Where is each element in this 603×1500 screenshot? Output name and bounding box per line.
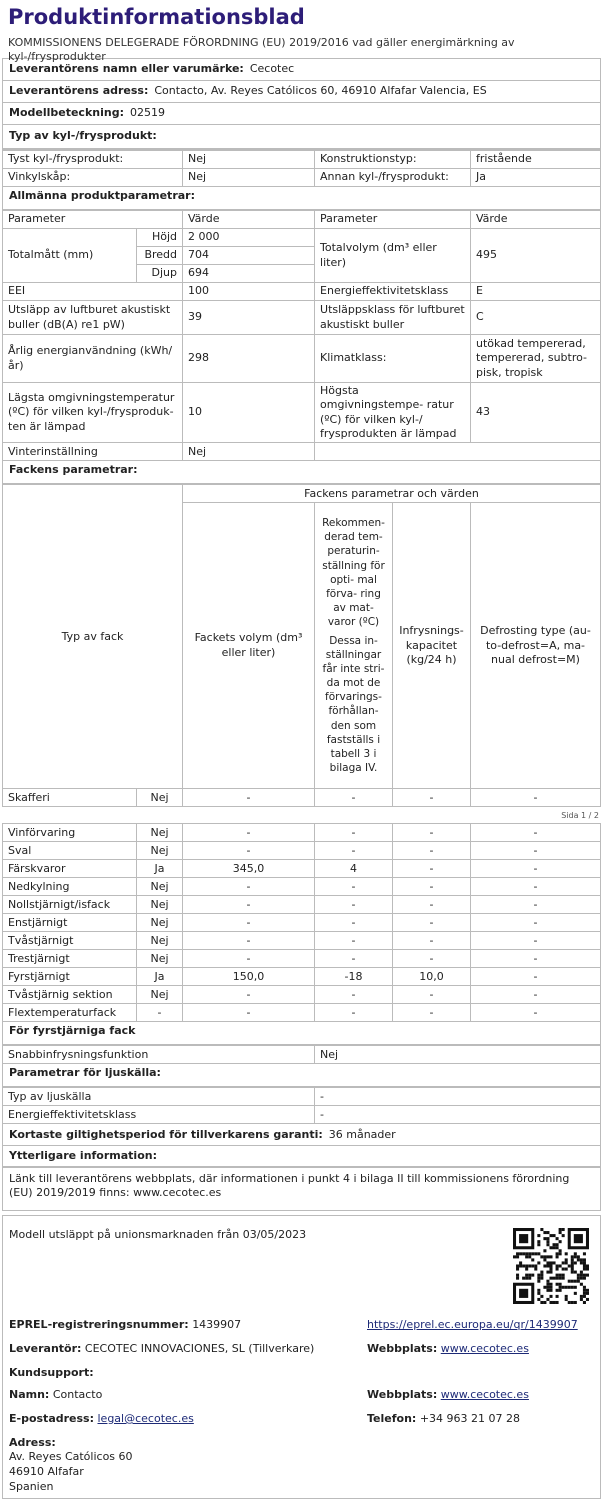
compartment-freeze: 10,0 (393, 968, 471, 986)
wine-value: Nej (183, 169, 315, 187)
dims-label: Totalmått (mm) (3, 229, 137, 283)
type-table (2, 150, 601, 187)
compartment-volume: - (183, 1004, 315, 1022)
volume-label: Totalvolym (dm³ eller liter) (315, 229, 471, 283)
compartment-freeze: - (393, 896, 471, 914)
width-label: Bredd (137, 247, 183, 265)
temp-header (315, 503, 393, 789)
compartment-present: Nej (137, 842, 183, 860)
compartment-defrost: - (471, 932, 601, 950)
compartment-defrost: - (471, 1004, 601, 1022)
compartment-present: Nej (137, 914, 183, 932)
compartment-defrost: - (471, 914, 601, 932)
noise-class-label: Utsläppsklass för luftburet akustiskt buller (315, 301, 471, 335)
volume-value: 495 (471, 229, 601, 283)
eprel-link[interactable]: https://eprel.ec.europa.eu/qr/1439907 (367, 1318, 578, 1331)
energy-label: Årlig energianvändning (kWh/ år) (3, 335, 183, 383)
compartment-temp: - (315, 932, 393, 950)
address-row (3, 81, 600, 103)
climate-value: utökad tempererad, tempererad, subtro- pisk, tropisk (471, 335, 601, 383)
min-temp-value: 10 (183, 383, 315, 443)
table-row (3, 824, 601, 842)
compartment-temp: - (315, 824, 393, 842)
general-heading (2, 187, 601, 210)
table-row (3, 950, 601, 968)
website-link[interactable]: www.cecotec.es (440, 1342, 529, 1355)
four-star-heading-text: För fyrstjärniga fack (9, 1024, 136, 1038)
table-row (3, 968, 601, 986)
compartment-present: - (137, 1004, 183, 1022)
light-table (2, 1087, 601, 1124)
compartment-name: Skafferi (3, 789, 137, 807)
compartment-temp: - (315, 896, 393, 914)
winter-label: Vinterinställning (3, 443, 183, 461)
light-type-label: Typ av ljuskälla (3, 1088, 315, 1106)
compartment-freeze: - (393, 842, 471, 860)
model-value: 02519 (129, 106, 165, 120)
footer-supplier-value: CECOTEC INNOVACIONES, SL (Tillverkare) (84, 1342, 315, 1355)
value-header-2: Värde (471, 211, 601, 229)
regulation-subtitle: KOMMISSIONENS DELEGERADE FÖRORDNING (EU) 2019/2016 vad gäller energimärkning av kyl-/frysprodukter (8, 36, 515, 64)
compartment-volume: - (183, 842, 315, 860)
noise-value: 39 (183, 301, 315, 335)
supplier-label: Leverantörens namn eller varumärke: (9, 62, 244, 76)
compartment-name: Sval (3, 842, 137, 860)
compartment-temp: - (315, 950, 393, 968)
compartment-volume: - (183, 932, 315, 950)
supplier-row (3, 59, 600, 81)
compartment-volume: - (183, 878, 315, 896)
compartment-present: Nej (137, 932, 183, 950)
compartment-freeze: - (393, 824, 471, 842)
compartment-present: Nej (137, 789, 183, 807)
light-heading (2, 1064, 601, 1087)
compartments-heading (2, 461, 601, 484)
supplier-value: Cecotec (249, 62, 295, 76)
eprel-value: 1439907 (192, 1318, 242, 1331)
page-marker: Sida 1 / 2 (561, 811, 599, 821)
footer-box (2, 1215, 601, 1499)
width-value: 704 (183, 247, 315, 265)
type-of-compartment-header: Typ av fack (3, 485, 183, 789)
website-link-2[interactable]: www.cecotec.es (440, 1388, 529, 1401)
silent-value: Nej (183, 151, 315, 169)
compartment-present: Nej (137, 878, 183, 896)
warranty-row (3, 1124, 600, 1146)
eei-label: EEI (3, 283, 183, 301)
defrost-header: Defrosting type (au- to-defrost=A, ma- nual defrost=M) (471, 503, 601, 789)
depth-label: Djup (137, 265, 183, 283)
quick-freeze-value: Nej (315, 1046, 601, 1064)
height-value: 2 000 (183, 229, 315, 247)
type-heading-text: Typ av kyl-/frysprodukt: (9, 129, 157, 143)
compartment-volume: - (183, 914, 315, 932)
general-heading-text: Allmänna produktparametrar: (9, 189, 195, 202)
table-row (3, 896, 601, 914)
compartment-name: Nollstjärnigt/isfack (3, 896, 137, 914)
height-label: Höjd (137, 229, 183, 247)
depth-value: 694 (183, 265, 315, 283)
additional-heading-text: Ytterligare information: (9, 1149, 157, 1163)
type-heading (3, 125, 600, 149)
address-label: Leverantörens adress: (9, 84, 149, 98)
compartment-defrost: - (471, 824, 601, 842)
quick-freeze-label: Snabbinfrysningsfunktion (3, 1046, 315, 1064)
compartment-name: Enstjärnigt (3, 914, 137, 932)
table-row (3, 1004, 601, 1022)
four-star-table (2, 1045, 601, 1064)
compartment-freeze: - (393, 950, 471, 968)
phone-value: +34 963 21 07 28 (419, 1412, 520, 1425)
eei-value: 100 (183, 283, 315, 301)
temp-header-b: Dessa in- ställningar får inte stri- da mot de förvarings- förhållan- den som fastställs i tabell 3 i bilaga IV. (322, 634, 385, 775)
footer-address-line2: 46910 Alfafar (9, 1465, 84, 1478)
compartment-present: Nej (137, 986, 183, 1004)
class-label: Energieffektivitetsklass (315, 283, 471, 301)
class-value: E (471, 283, 601, 301)
compartments-table (2, 484, 601, 807)
footer-address-line3: Spanien (9, 1480, 54, 1493)
table-row (3, 932, 601, 950)
table-row (3, 878, 601, 896)
product-info-sheet (2, 0, 601, 1211)
compartment-defrost: - (471, 896, 601, 914)
compartment-volume: - (183, 789, 315, 807)
email-link[interactable]: legal@cecotec.es (97, 1412, 194, 1425)
four-star-heading (2, 1022, 601, 1045)
compartment-name: Tvåstjärnig sektion (3, 986, 137, 1004)
email-label: E-postadress: (9, 1412, 94, 1425)
compartment-defrost: - (471, 842, 601, 860)
construction-value: fristående (471, 151, 601, 169)
compartment-temp: - (315, 914, 393, 932)
supplier-section (2, 58, 601, 150)
additional-info (2, 1167, 601, 1211)
energy-value: 298 (183, 335, 315, 383)
table-row (3, 860, 601, 878)
compartment-name: Flextemperaturfack (3, 1004, 137, 1022)
compartment-temp: - (315, 789, 393, 807)
warranty-section (2, 1124, 601, 1167)
winter-value: Nej (183, 443, 315, 461)
additional-text: Länk till leverantörens webbplats, där informationen i punkt 4 i bilaga II till kommissionens förordning (EU) 2019/2019 finns: www.cecotec.es (9, 1172, 570, 1200)
page-title: Produktinformationsblad (8, 5, 305, 29)
value-header: Värde (183, 211, 315, 229)
other-value: Ja (471, 169, 601, 187)
temp-header-a: Rekommen- derad tem- peraturin- ställning för opti- mal förva- ring av mat- varor (ºC) (322, 517, 385, 629)
website-label: Webbplats: (367, 1342, 438, 1355)
empty-cell (315, 443, 601, 461)
climate-label: Klimatklass: (315, 335, 471, 383)
other-label: Annan kyl-/frysprodukt: (315, 169, 471, 187)
compartment-temp: 4 (315, 860, 393, 878)
compartment-freeze: - (393, 914, 471, 932)
compartment-defrost: - (471, 950, 601, 968)
param-header: Parameter (3, 211, 183, 229)
compartment-present: Nej (137, 950, 183, 968)
compartment-temp: - (315, 878, 393, 896)
compartment-present: Nej (137, 896, 183, 914)
compartment-name: Fyrstjärnigt (3, 968, 137, 986)
compartment-volume: - (183, 896, 315, 914)
model-label: Modellbeteckning: (9, 106, 124, 120)
compartment-name: Vinförvaring (3, 824, 137, 842)
light-type-value: - (315, 1088, 601, 1106)
min-temp-label: Lägsta omgivningstemperatur (ºC) för vilken kyl-/frysproduk- ten är lämpad (3, 383, 183, 443)
table-row (3, 986, 601, 1004)
compartment-volume: - (183, 986, 315, 1004)
compartment-present: Ja (137, 968, 183, 986)
compartment-name: Färskvaror (3, 860, 137, 878)
compartment-name: Nedkylning (3, 878, 137, 896)
compartments-heading-text: Fackens parametrar: (9, 463, 138, 477)
compartment-freeze: - (393, 932, 471, 950)
warranty-label: Kortaste giltighetsperiod för tillverkarens garanti: (9, 1127, 323, 1141)
compartment-present: Ja (137, 860, 183, 878)
compartment-temp: - (315, 1004, 393, 1022)
website-label-2: Webbplats: (367, 1388, 438, 1401)
freeze-header: Infrysnings- kapacitet (kg/24 h) (393, 503, 471, 789)
support-label: Kundsupport: (9, 1366, 94, 1379)
compartment-defrost: - (471, 878, 601, 896)
group-header: Fackens parametrar och värden (183, 485, 601, 503)
max-temp-label: Högsta omgivningstempe- ratur (ºC) för vilken kyl-/ frysprodukten är lämpad (315, 383, 471, 443)
compartment-freeze: - (393, 789, 471, 807)
compartment-volume: - (183, 824, 315, 842)
compartment-volume: - (183, 950, 315, 968)
compartment-name: Trestjärnigt (3, 950, 137, 968)
qr-code-icon[interactable] (513, 1228, 589, 1304)
phone-label: Telefon: (367, 1412, 417, 1425)
light-heading-text: Parametrar för ljuskälla: (9, 1066, 161, 1080)
compartment-name: Tvåstjärnigt (3, 932, 137, 950)
volume-header: Fackets volym (dm³ eller liter) (183, 503, 315, 789)
compartment-freeze: - (393, 1004, 471, 1022)
compartment-freeze: - (393, 878, 471, 896)
compartment-present: Nej (137, 824, 183, 842)
table-row (3, 914, 601, 932)
compartment-temp: - (315, 842, 393, 860)
param-header-2: Parameter (315, 211, 471, 229)
contact-name-value: Contacto (52, 1388, 103, 1401)
footer-address-label: Adress: (9, 1436, 56, 1449)
compartment-volume: 150,0 (183, 968, 315, 986)
compartment-defrost: - (471, 860, 601, 878)
footer-supplier-label: Leverantör: (9, 1342, 82, 1355)
compartment-defrost: - (471, 968, 601, 986)
warranty-value: 36 månader (328, 1127, 396, 1141)
compartment-defrost: - (471, 789, 601, 807)
compartments-table-continued (2, 823, 601, 1022)
compartment-temp: - (315, 986, 393, 1004)
compartment-temp: -18 (315, 968, 393, 986)
contact-name-label: Namn: (9, 1388, 50, 1401)
general-table (2, 210, 601, 461)
address-value: Contacto, Av. Reyes Católicos 60, 46910 Alfafar Valencia, ES (154, 84, 487, 98)
light-class-value: - (315, 1106, 601, 1124)
table-row (3, 842, 601, 860)
compartment-freeze: - (393, 986, 471, 1004)
silent-label: Tyst kyl-/frysprodukt: (3, 151, 183, 169)
table-row (3, 789, 601, 807)
light-class-label: Energieffektivitetsklass (3, 1106, 315, 1124)
noise-class-value: C (471, 301, 601, 335)
compartment-volume: 345,0 (183, 860, 315, 878)
additional-heading (3, 1146, 600, 1166)
footer-address-line1: Av. Reyes Católicos 60 (9, 1450, 133, 1463)
construction-label: Konstruktionstyp: (315, 151, 471, 169)
noise-label: Utsläpp av luftburet akustiskt buller (dB(A) re1 pW) (3, 301, 183, 335)
release-date: Modell utsläppt på unionsmarknaden från 03/05/2023 (9, 1228, 307, 1241)
compartment-defrost: - (471, 986, 601, 1004)
eprel-label: EPREL-registreringsnummer: (9, 1318, 189, 1331)
compartment-freeze: - (393, 860, 471, 878)
max-temp-value: 43 (471, 383, 601, 443)
wine-label: Vinkylskåp: (3, 169, 183, 187)
model-row (3, 103, 600, 125)
